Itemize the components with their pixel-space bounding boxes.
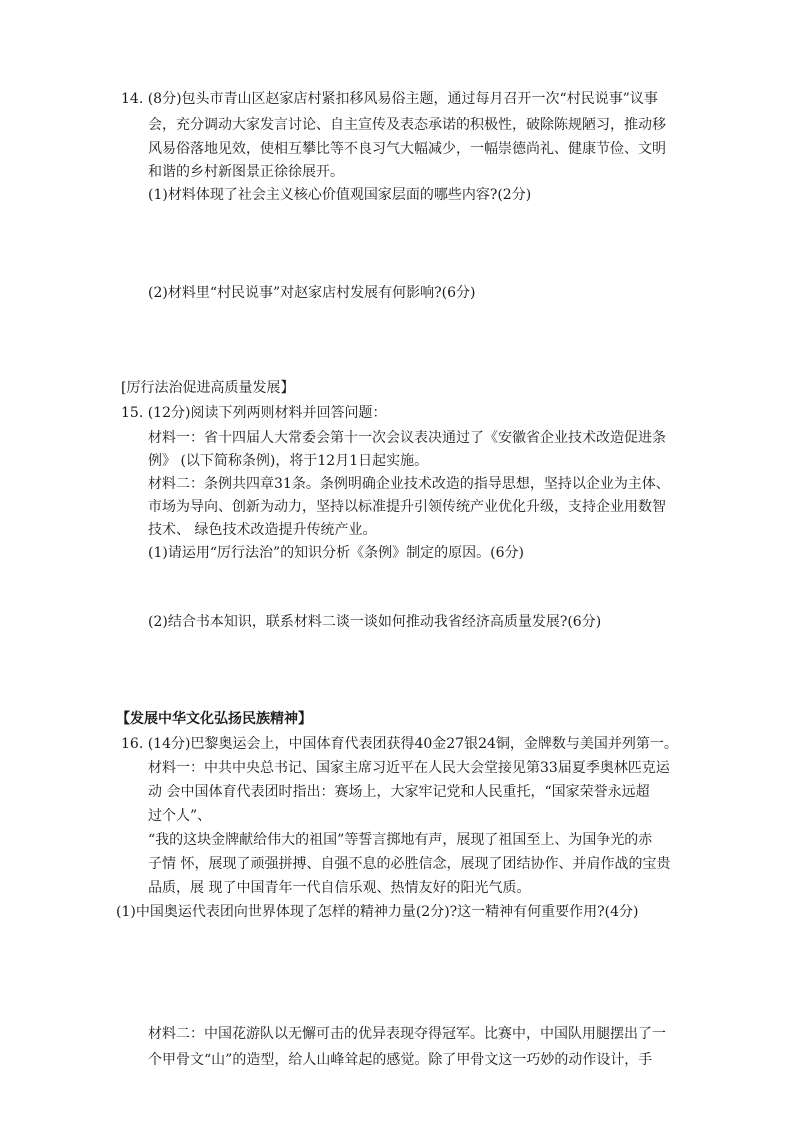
- q14-subquestion-2: (2)材料里“村民说事”对赵家店村发展有何影响?(6分): [148, 285, 476, 301]
- q16-subquestion-1: (1)中国奥运代表团向世界体现了怎样的精神力量(2分)?这一精神有何重要作用?(4分): [116, 904, 639, 920]
- q15-material-1-line-1: 材料一：省十四届人大常委会第十一次会议表决通过了《安徽省企业技术改造促进条: [148, 430, 666, 446]
- q16-material-2-line-2: 个甲骨文“山”的造型，给人山峰耸起的感觉。除了甲骨文这一巧妙的动作设计，手: [148, 1052, 653, 1068]
- q15-subquestion-2: (2)结合书本知识，联系材料二谈一谈如何推动我省经济高质量发展?(6分): [148, 614, 602, 630]
- q16-material-2-line-1: 材料二：中国花游队以无懈可击的优异表现夺得冠军。比赛中，中国队用腿摆出了一: [148, 1026, 666, 1042]
- q15-subquestion-1: (1)请运用“厉行法治”的知识分析《条例》制定的原因。(6分): [148, 545, 524, 561]
- q15-material-2-line-2: 市场为导向、创新为动力，坚持以标准提升引领传统产业优化升级，支持企业用数智: [148, 499, 666, 515]
- q15-material-2-line-1: 材料二：条例共四章31条。条例明确企业技术改造的指导思想，坚持以企业为主体、: [148, 476, 670, 492]
- q14-line-1: 14. (8分)包头市青山区赵家店村紧扣移风易俗主题，通过每月召开一次“村民说事”议事: [121, 91, 658, 107]
- q16-material-1-line-2: 动 会中国体育代表团时指出：赛场上，大家牢记党和人民重托，“国家荣誉永远超: [148, 784, 650, 800]
- q16-material-1-line-3: 过个人”、: [148, 808, 212, 824]
- q16-material-1-line-5: 子情 怀，展现了顽强拼搏、自强不息的必胜信念，展现了团结协作、并肩作战的宝贵: [148, 856, 671, 872]
- q14-line-4: 和谐的乡村新图景正徐徐展开。: [148, 164, 344, 180]
- q14-line-3: 风易俗落地见效，使相互攀比等不良习气大幅减少，一幅崇德尚礼、健康节俭、文明: [148, 141, 666, 157]
- section-heading-rule-of-law: [厉行法治促进高质量发展】: [121, 380, 295, 396]
- q14-subquestion-1: (1)材料体现了社会主义核心价值观国家层面的哪些内容?(2分): [148, 187, 532, 203]
- q16-line-1: 16. (14分)巴黎奥运会上，中国体育代表团获得40金27银24铜，金牌数与美国并列第一。: [121, 736, 678, 752]
- q15-material-1-line-2: 例》 (以下简称条例)，将于12月1日起实施。: [148, 453, 429, 469]
- q14-line-2: 会，充分调动大家发言讨论、自主宣传及表态承诺的积极性，破除陈规陋习，推动移: [148, 117, 666, 133]
- q16-material-1-line-6: 品质，展 现了中国青年一代自信乐观、热情友好的阳光气质。: [148, 880, 531, 896]
- q15-material-2-line-3: 技术、 绿色技术改造提升传统产业。: [148, 522, 377, 538]
- q16-material-1-line-1: 材料一：中共中央总书记、国家主席习近平在人民大会堂接见第33届夏季奥林匹克运: [148, 760, 670, 776]
- q15-line-1: 15. (12分)阅读下列两则材料并回答问题：: [121, 405, 387, 421]
- q16-material-1-line-4: “我的这块金牌献给伟大的祖国”等誓言掷地有声，展现了祖国至上、为国争光的赤: [148, 832, 653, 848]
- section-heading-chinese-culture: 【发展中华文化弘扬民族精神】: [116, 711, 312, 727]
